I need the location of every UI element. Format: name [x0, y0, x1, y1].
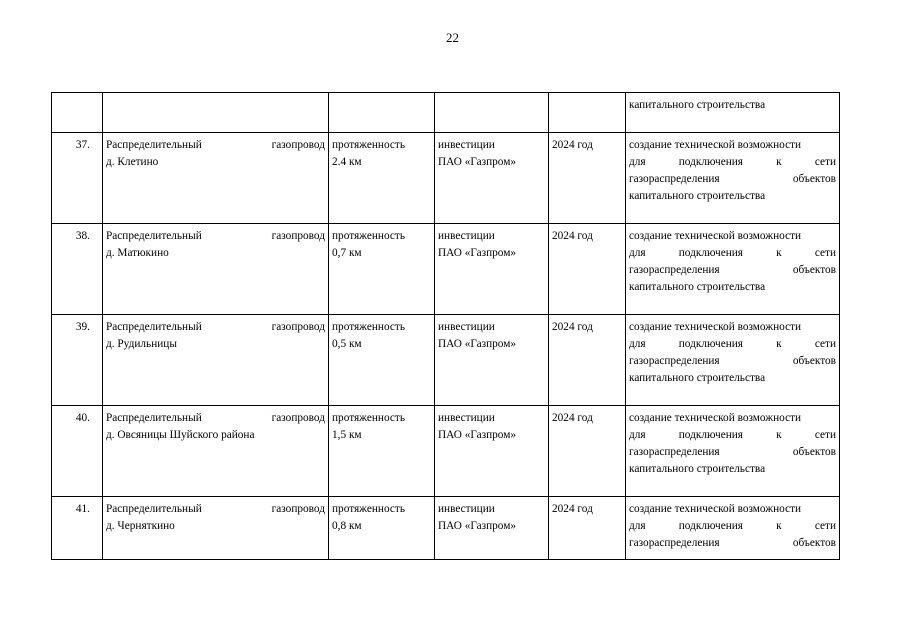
continuation-row [52, 93, 840, 133]
year-text: 2024 год [552, 139, 593, 151]
row-number [52, 406, 103, 497]
name-cell [103, 93, 329, 133]
object-name-cell [103, 224, 329, 315]
year-text: 2024 год [552, 321, 593, 333]
object-type-text: Распределительный [106, 412, 202, 424]
length-value: 0,5 км [332, 338, 362, 350]
purpose-word: объектов [792, 173, 836, 185]
source-cell [435, 315, 549, 406]
purpose-line-4: капитального строительства [629, 281, 766, 293]
purpose-word: сети [814, 520, 836, 532]
purpose-line-1: создание технической возможности [629, 412, 802, 424]
length-cell [329, 133, 435, 224]
year-cell [549, 133, 626, 224]
purpose-word: для [629, 338, 646, 350]
year-text: 2024 год [552, 503, 593, 515]
source-company: ПАО «Газпром» [438, 429, 517, 441]
purpose-word: подключения [678, 156, 743, 168]
object-name-line1 [106, 410, 325, 427]
length-label: протяженность [332, 412, 405, 424]
length-value: 1,5 км [332, 429, 362, 441]
purpose-line-2 [629, 427, 836, 444]
object-location-text: д. Рудильницы [106, 338, 177, 350]
source-cell [435, 133, 549, 224]
purpose-cell [626, 315, 840, 406]
purpose-line-3 [629, 535, 836, 552]
year-cell [549, 224, 626, 315]
row-number-text: 37. [75, 139, 90, 151]
purpose-word: к [776, 247, 782, 259]
purpose-word: сети [814, 247, 836, 259]
length-label: протяженность [332, 139, 405, 151]
row-number-text: 39. [75, 321, 90, 333]
objects-table [51, 92, 840, 560]
object-name-cell [103, 133, 329, 224]
source-type: инвестиции [438, 412, 495, 424]
purpose-word: объектов [792, 264, 836, 276]
purpose-word: газораспределения [629, 355, 720, 367]
object-kind-text: газопровод [271, 412, 325, 424]
purpose-word: объектов [792, 537, 836, 549]
purpose-word: сети [814, 429, 836, 441]
purpose-word: подключения [678, 338, 743, 350]
object-type-text: Распределительный [106, 230, 202, 242]
purpose-word: подключения [678, 429, 743, 441]
row-number [52, 224, 103, 315]
purpose-line-1: создание технической возможности [629, 230, 802, 242]
purpose-word: газораспределения [629, 173, 720, 185]
year-cell [549, 315, 626, 406]
object-name-line1 [106, 501, 325, 518]
purpose-word: объектов [792, 355, 836, 367]
purpose-line-2 [629, 336, 836, 353]
length-cell [329, 497, 435, 560]
length-value: 0,8 км [332, 520, 362, 532]
purpose-word: к [776, 156, 782, 168]
purpose-text: капитального строительства [629, 99, 766, 111]
object-type-text: Распределительный [106, 139, 202, 151]
purpose-line-2 [629, 245, 836, 262]
purpose-line-1: создание технической возможности [629, 139, 802, 151]
object-kind-text: газопровод [271, 139, 325, 151]
purpose-line-3 [629, 262, 836, 279]
year-text: 2024 год [552, 412, 593, 424]
row-number [52, 497, 103, 560]
object-name-line1 [106, 228, 325, 245]
source-type: инвестиции [438, 139, 495, 151]
row-number [52, 315, 103, 406]
length-cell [329, 406, 435, 497]
table-row [52, 497, 840, 560]
object-kind-text: газопровод [271, 230, 325, 242]
purpose-word: газораспределения [629, 446, 720, 458]
object-name-line1 [106, 319, 325, 336]
length-label: протяженность [332, 321, 405, 333]
purpose-line-3 [629, 171, 836, 188]
length-cell [329, 315, 435, 406]
purpose-line-3 [629, 353, 836, 370]
purpose-word: сети [814, 156, 836, 168]
purpose-word: для [629, 520, 646, 532]
purpose-line-2 [629, 518, 836, 535]
purpose-line-3 [629, 444, 836, 461]
row-number [52, 133, 103, 224]
row-number-text: 40. [75, 412, 90, 424]
source-company: ПАО «Газпром» [438, 247, 517, 259]
purpose-line-4: капитального строительства [629, 372, 766, 384]
table-row [52, 224, 840, 315]
purpose-word: к [776, 520, 782, 532]
purpose-word: для [629, 156, 646, 168]
length-cell [329, 93, 435, 133]
object-type-text: Распределительный [106, 321, 202, 333]
source-company: ПАО «Газпром» [438, 338, 517, 350]
source-company: ПАО «Газпром» [438, 156, 517, 168]
purpose-word: сети [814, 338, 836, 350]
object-name-line1 [106, 137, 325, 154]
length-value: 0,7 км [332, 247, 362, 259]
year-text: 2024 год [552, 230, 593, 242]
source-company: ПАО «Газпром» [438, 520, 517, 532]
purpose-word: для [629, 429, 646, 441]
object-location-text: д. Клетино [106, 156, 159, 168]
year-cell [549, 406, 626, 497]
purpose-word: для [629, 247, 646, 259]
page-number: 22 [446, 30, 459, 45]
object-location-text: д. Овсяницы Шуйского района [106, 429, 255, 441]
num-cell [52, 93, 103, 133]
object-name-cell [103, 497, 329, 560]
length-value: 2.4 км [332, 156, 362, 168]
purpose-cell [626, 224, 840, 315]
length-label: протяженность [332, 230, 405, 242]
source-cell [435, 224, 549, 315]
year-cell [549, 497, 626, 560]
table-row [52, 315, 840, 406]
purpose-cell [626, 93, 840, 133]
object-type-text: Распределительный [106, 503, 202, 515]
source-cell [435, 406, 549, 497]
source-type: инвестиции [438, 503, 495, 515]
purpose-cell [626, 133, 840, 224]
purpose-word: подключения [678, 247, 743, 259]
purpose-word: объектов [792, 446, 836, 458]
purpose-word: к [776, 429, 782, 441]
object-location-text: д. Матюкино [106, 247, 169, 259]
purpose-line-4: капитального строительства [629, 190, 766, 202]
purpose-line-1: создание технической возможности [629, 503, 802, 515]
purpose-word: газораспределения [629, 537, 720, 549]
row-number-text: 38. [75, 230, 90, 242]
source-type: инвестиции [438, 321, 495, 333]
length-cell [329, 224, 435, 315]
row-number-text: 41. [75, 503, 90, 515]
purpose-cell [626, 406, 840, 497]
table-row [52, 133, 840, 224]
year-cell [549, 93, 626, 133]
source-type: инвестиции [438, 230, 495, 242]
table-row [52, 406, 840, 497]
object-location-text: д. Черняткино [106, 520, 175, 532]
object-name-cell [103, 406, 329, 497]
purpose-line-1: создание технической возможности [629, 321, 802, 333]
purpose-cell [626, 497, 840, 560]
object-name-cell [103, 315, 329, 406]
purpose-word: газораспределения [629, 264, 720, 276]
purpose-line-2 [629, 154, 836, 171]
source-cell [435, 497, 549, 560]
object-kind-text: газопровод [271, 321, 325, 333]
purpose-word: к [776, 338, 782, 350]
source-cell [435, 93, 549, 133]
purpose-line-4: капитального строительства [629, 463, 766, 475]
object-kind-text: газопровод [271, 503, 325, 515]
purpose-word: подключения [678, 520, 743, 532]
length-label: протяженность [332, 503, 405, 515]
